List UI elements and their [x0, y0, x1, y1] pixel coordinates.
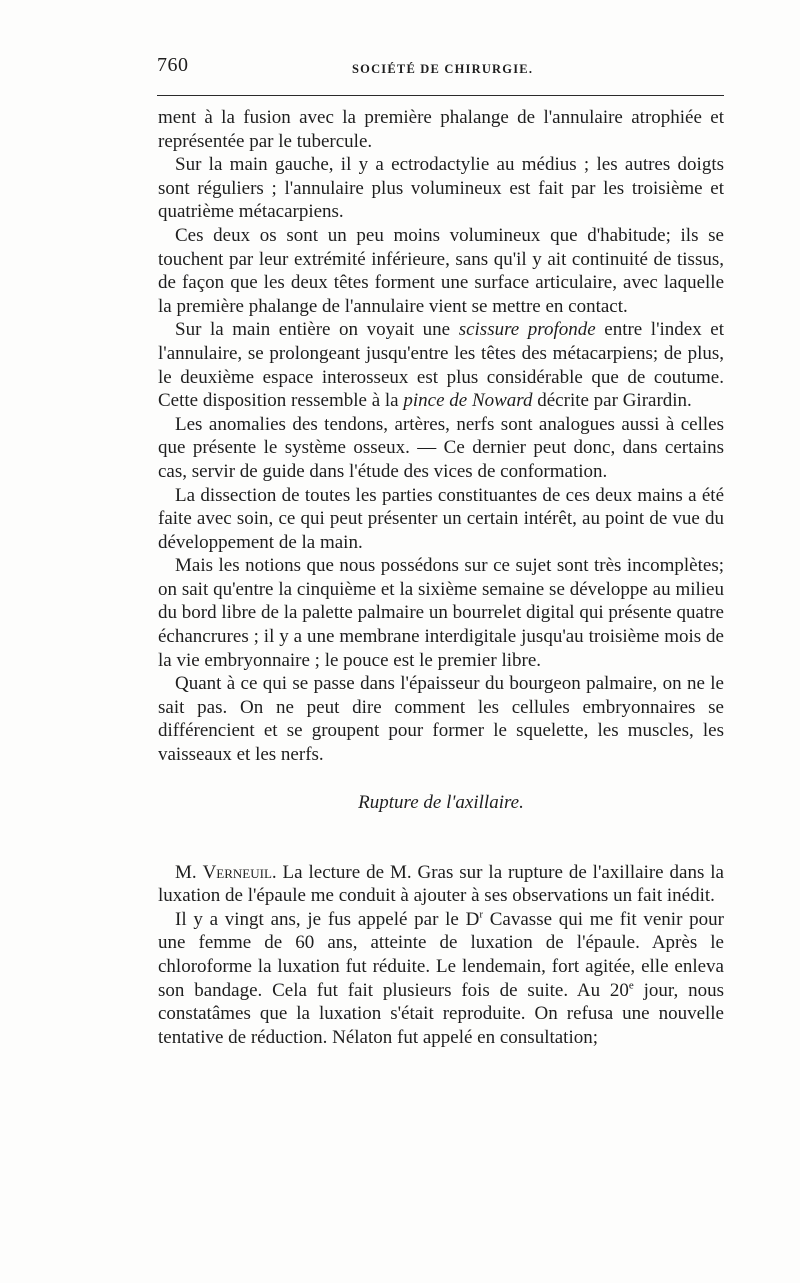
page-header [157, 54, 724, 84]
paragraph-4 [158, 318, 724, 412]
paragraph-1: ment à la fusion avec la première phalange de l'annulaire atrophiée et représentée par le tubercule. [158, 107, 724, 152]
paragraph-10-text-a: Il y a vingt ans, je fus appelé par le D [175, 908, 480, 930]
paragraph-4-italic-b: pince de Noward [403, 390, 533, 412]
paragraph-3: Ces deux os sont un peu moins volumineux que d'habitude; ils se touchent par leur extrémité inférieure, sans qu'il y ait continuité de tissus, de façon que les deux têtes forment une surface articulaire, avec laquelle la première phalange de l'annulaire vient se mettre en contact. [158, 224, 724, 317]
paragraph-4-text-c: décrite par Girardin. [532, 390, 692, 412]
paragraph-4-text-b: entre l'index et l'annulaire, se prolongeant jusqu'entre les têtes des métacarpiens; de plus, le deuxième espace interosseux est plus considérable que de coutume. Cette disposition ressemble à la [158, 319, 724, 412]
superscript-r: r [479, 908, 484, 921]
paragraph-5: Les anomalies des tendons, artères, nerfs sont analogues aussi à celles que présente le système osseux. — Ce dernier peut donc, dans certains cas, servir de guide dans l'étude des vices de conformation. [158, 413, 724, 482]
paragraph-2: Sur la main gauche, il y a ectrodactylie au médius ; les autres doigts sont réguliers ; l'annulaire plus volumineux est fait par les troisième et quatrième métacarpiens. [158, 154, 724, 223]
paragraph-4-italic-a: scissure profonde [458, 319, 596, 341]
paragraph-7: Mais les notions que nous possédons sur ce sujet sont très incomplètes; on sait qu'entre la cinquième et la sixième semaine se développe au milieu du bord libre de la palette palmaire un bourrelet digital qui présente quatre échancrures ; il y a une membrane interdigitale jusqu'au troisième mois de la vie embryonnaire ; le pouce est le premier libre. [158, 555, 724, 671]
paragraph-4-text-a: Sur la main entière on voyait une [175, 319, 459, 341]
paragraph-9 [158, 861, 724, 908]
page-number: 760 [157, 54, 189, 76]
superscript-e: e [628, 979, 634, 992]
paragraph-9-text-b: . La lecture de M. Gras sur la rupture de l'axillaire dans la luxation de l'épaule me conduit à ajouter à ses observations un fait inédit. [158, 861, 724, 907]
speaker-name: Verneuil [202, 861, 272, 883]
header-rule [157, 95, 724, 96]
running-head: SOCIÉTÉ DE CHIRURGIE. [352, 62, 534, 76]
paragraph-10 [158, 908, 724, 1050]
paragraph-8: Quant à ce qui se passe dans l'épaisseur du bourgeon palmaire, on ne le sait pas. On ne peut dire comment les cellules embryonnaires se différencient et se groupent pour former le squelette, les muscles, les vaisseaux et les nerfs. [158, 673, 724, 766]
paragraph-10-text-b: Cavasse qui me fit venir pour une femme de 60 ans, atteinte de luxation de l'épaule. Après le chloroforme la luxation fut réduite. Le lendemain, fort agitée, elle enleva son bandage. Cela fut fait plusieurs fois de suite. Au 20 [158, 908, 724, 1001]
body-text [158, 106, 724, 1049]
section-title: Rupture de l'axillaire. [358, 791, 524, 813]
paragraph-10-text-c: jour, nous constatâmes que la luxation s'était reproduite. On refusa une nouvelle tentative de réduction. Nélaton fut appelé en consultation; [158, 979, 724, 1048]
paragraph-9-text-a: M. [175, 861, 203, 883]
paragraph-6: La dissection de toutes les parties constituantes de ces deux mains a été faite avec soin, ce qui peut présenter un certain intérêt, au point de vue du développement de la main. [158, 484, 724, 553]
